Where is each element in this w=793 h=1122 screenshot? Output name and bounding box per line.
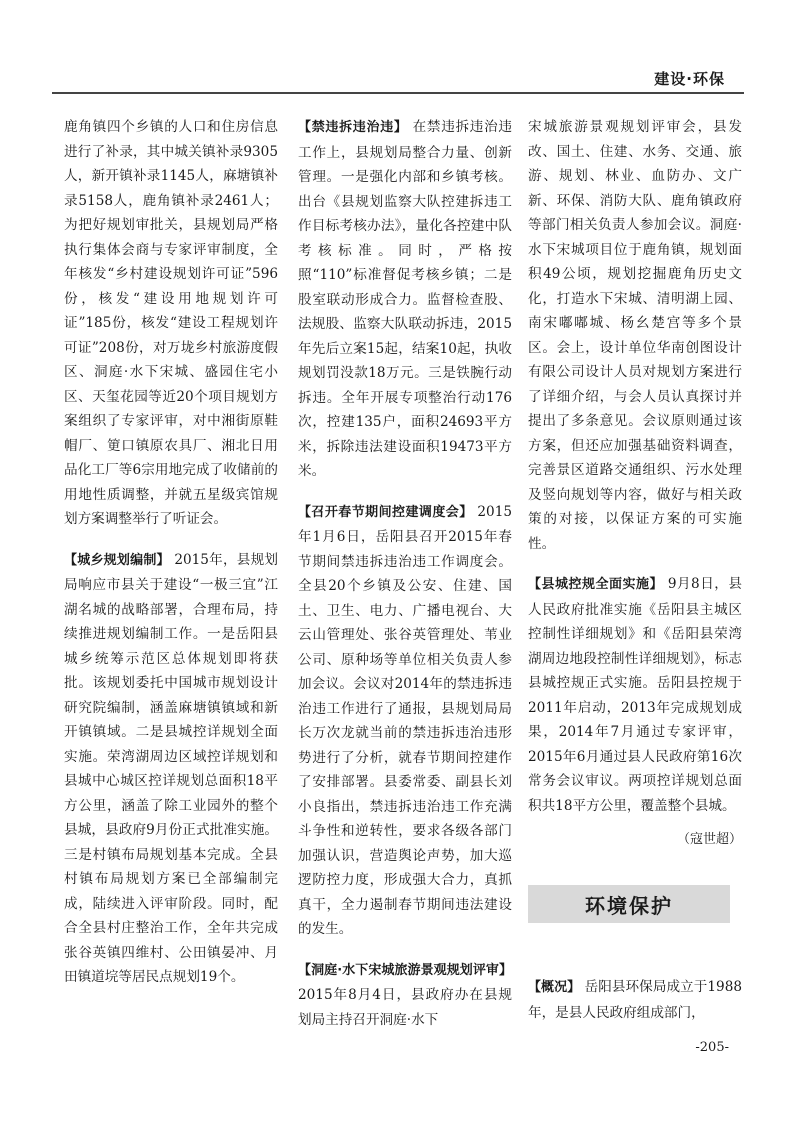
section-title-box [528,885,730,923]
entry-heading: 【县城控规全面实施】 [528,577,663,592]
entry-heading: 【洞庭·水下宋城旅游景观规划评审】 [298,962,512,978]
paragraph: 鹿角镇四个乡镇的人口和住房信息进行了补录，其中城关镇补录9305人，新开镇补录1145人，麻塘镇补录5158人，鹿角镇补录2461人；为把好规划审批关，县规划局严格执行集体会商与专家评审制度，全年核发“乡村建设规划许可证”596份，核发“建设用地规划许可证”185份，核发“建设工程规划许可证”208份，对万垅乡村旅游度假区、洞庭·水下宋城、盛园住宅小区、天玺花园等近20个项目规划方案组织了专家评审，对中湘街原鞋帽厂、筻口镇原农具厂、湘北日用品化工厂等6宗用地完成了收储前的用地性质调整，并就五星级宾馆规划方案调整举行了听证会。 [64,119,278,527]
entry-body: 2015年，县规划局响应市县关于建设“一极三宜”江湖名城的战略部署，合理布局，持续推进规划编制工作。一是岳阳县城乡统筹示范区总体规划即将获批。该规划委托中国城市规划设计研究院编制，涵盖麻塘镇镇域和新开镇镇域。二是县城控详规划全面实施。荣湾湖周边区域控详规划和县城中心城区控详规划总面积18平方公里，涵盖了除工业园外的整个县城，县政府9月份正式批准实施。三是村镇布局规划基本完成。全县村镇布局规划方案已全部编制完成，陆续进入评审阶段。同时，配合全县村庄整治工作，全年共完成张谷英镇四维村、公田镇晏冲、月田镇道垸等居民点规划19个。 [64,551,278,985]
column-2 [298,115,512,1048]
paragraph [528,975,742,1025]
paragraph [528,572,742,818]
entry-body: 9月8日，县人民政府批准实施《岳阳县主城区控制性详细规划》和《岳阳县荣湾湖周边地段控制性详细规划》，标志县城控规正式实施。岳阳县控规于2011年启动，2013年完成规划成果，2014年7月通过专家评审，2015年6月通过县人民政府第16次常务会议审议。两项控详规划总面积共18平方公里，覆盖整个县城。 [528,576,742,814]
entry-heading: 【城乡规划编制】 [64,552,170,568]
entry-heading: 【召开春节期间控建调度会】 [298,504,473,520]
header-rule [52,92,744,94]
paragraph [298,500,512,942]
author-credit: （寇世超） [676,832,742,847]
entry-heading: 【禁违拆违治违】 [298,120,408,135]
column-3-continued [528,975,742,1041]
entry-body: 2015年8月4日，县政府办在县规划局主持召开洞庭·水下 [298,987,512,1028]
entry-heading: 【概况】 [528,980,581,995]
column-1 [64,115,278,1006]
entry-body: 2015年1月6日，岳阳县召开2015年春节期间禁违拆违治违工作调度会。全县20个乡镇及公安、住建、国土、卫生、电力、广播电视台、大云山管理处、张谷英管理处、苇业公司、原种场等单位相关负责人参加会议。会议对2014年的禁违拆违治违工作进行了通报，县规划局局长万次龙就当前的禁违拆违治违形势进行了分析，就春节期间控建作了安排部署。县委常委、副县长刘小良指出，禁违拆违治违工作充满斗争性和逆转性，要求各级各部门加强认识，营造舆论声势，加大巡逻防控力度，形成强大合力，真抓真干，全力遏制春节期间违法建设的发生。 [298,503,512,937]
paragraph [64,548,278,990]
paragraph [298,115,512,484]
entry-body: 在禁违拆违治违工作上，县规划局整合力量、创新管理。一是强化内部和乡镇考核。出台《县规划监察大队控建拆违工作目标考核办法》，量化各控建中队考核标准。同时，严格按照“110”标准督促考核乡镇；二是股室联动形成合力。监督检查股、法规股、监察大队联动拆违，2015年先后立案15起，结案10起，执收规划罚没款18万元。三是铁腕行动拆违。全年开展专项整治行动176次，控建135户，面积24693平方米，拆除违法建设面积19473平方米。 [298,119,512,479]
running-header: 建设·环保 [654,70,725,88]
paragraph [298,958,512,1033]
paragraph: 宋城旅游景观规划评审会，县发改、国土、住建、水务、交通、旅游、规划、林业、血防办、文广新、环保、消防大队、鹿角镇政府等部门相关负责人参加会议。洞庭·水下宋城项目位于鹿角镇，规划面积49公顷，规划挖掘鹿角历史文化，打造水下宋城、清明湖上园、南宋嘟嘟城、杨幺楚宫等多个景区。会上，设计单位华南创图设计有限公司设计人员对规划方案进行了详细介绍，与会人员认真探讨并提出了多条意见。会议原则通过该方案，但还应加强基础资料调查，完善景区道路交通组织、污水处理及竖向规划等内容，做好与相关政策的对接，以保证方案的可实施性。 [528,119,742,552]
page-number: -205- [695,1040,729,1055]
entry-body: 岳阳县环保局成立于1988年，是县人民政府组成部门， [528,979,742,1021]
column-3 [528,115,742,853]
section-title: 环境保护 [585,893,673,918]
